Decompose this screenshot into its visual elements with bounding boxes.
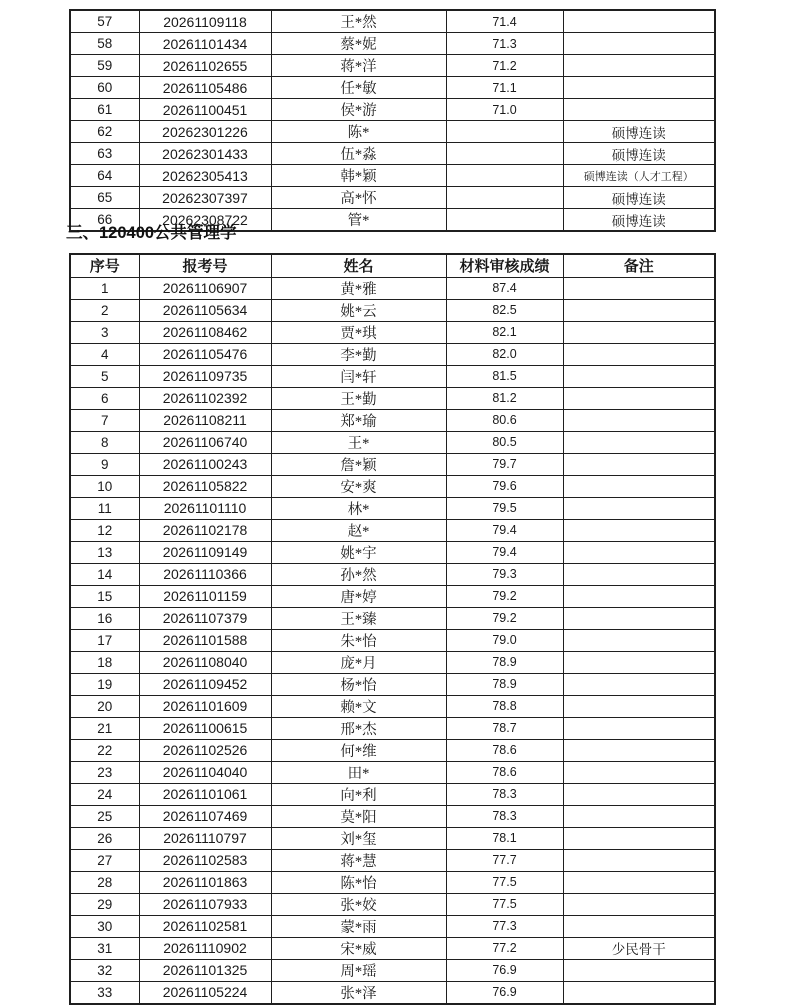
cell-remark (563, 519, 715, 541)
cell-name: 向*利 (271, 783, 446, 805)
cell-no: 16 (70, 607, 139, 629)
cell-name: 蒋*洋 (271, 55, 446, 77)
cell-no: 65 (70, 187, 139, 209)
cell-no: 57 (70, 10, 139, 33)
cell-reg: 20262308722 (139, 209, 271, 232)
cell-no: 66 (70, 209, 139, 232)
cell-name: 王*然 (271, 10, 446, 33)
cell-no: 4 (70, 343, 139, 365)
cell-score: 78.9 (446, 651, 563, 673)
table-row (70, 673, 715, 695)
cell-name: 莫*阳 (271, 805, 446, 827)
cell-score: 78.9 (446, 673, 563, 695)
cell-reg: 20261108462 (139, 321, 271, 343)
cell-name: 赖*文 (271, 695, 446, 717)
cell-no: 22 (70, 739, 139, 761)
table-row (70, 827, 715, 849)
cell-remark (563, 607, 715, 629)
cell-no: 29 (70, 893, 139, 915)
cell-name: 林* (271, 497, 446, 519)
cell-remark (563, 739, 715, 761)
cell-name: 李*勤 (271, 343, 446, 365)
cell-name: 蒙*雨 (271, 915, 446, 937)
cell-no: 61 (70, 99, 139, 121)
cell-reg: 20261102581 (139, 915, 271, 937)
cell-name: 刘*玺 (271, 827, 446, 849)
cell-reg: 20261105224 (139, 981, 271, 1004)
cell-name: 闫*轩 (271, 365, 446, 387)
cell-score: 76.9 (446, 959, 563, 981)
cell-remark: 硕博连读 (563, 143, 715, 165)
cell-reg: 20261106740 (139, 431, 271, 453)
cell-score: 77.5 (446, 893, 563, 915)
cell-name: 管* (271, 209, 446, 232)
cell-score: 76.9 (446, 981, 563, 1004)
cell-reg: 20261101325 (139, 959, 271, 981)
cell-no: 7 (70, 409, 139, 431)
cell-remark (563, 585, 715, 607)
cell-no: 59 (70, 55, 139, 77)
col-header-name: 姓名 (271, 254, 446, 277)
cell-name: 贾*琪 (271, 321, 446, 343)
cell-remark (563, 783, 715, 805)
cell-remark: 硕博连读 (563, 121, 715, 143)
table-row (70, 409, 715, 431)
table-row (70, 187, 715, 209)
cell-remark (563, 871, 715, 893)
cell-name: 田* (271, 761, 446, 783)
cell-name: 韩*颖 (271, 165, 446, 187)
cell-remark: 硕博连读 (563, 209, 715, 232)
cell-remark (563, 673, 715, 695)
table-row (70, 431, 715, 453)
table-row (70, 651, 715, 673)
cell-remark (563, 321, 715, 343)
cell-score: 78.6 (446, 761, 563, 783)
cell-reg: 20261102655 (139, 55, 271, 77)
cell-name: 黄*雅 (271, 277, 446, 299)
cell-remark (563, 629, 715, 651)
cell-name: 任*敏 (271, 77, 446, 99)
cell-score: 71.1 (446, 77, 563, 99)
table-row (70, 365, 715, 387)
table-row (70, 717, 715, 739)
table-row (70, 739, 715, 761)
cell-remark (563, 805, 715, 827)
cell-no: 60 (70, 77, 139, 99)
cell-score: 78.3 (446, 805, 563, 827)
cell-no: 13 (70, 541, 139, 563)
cell-no: 32 (70, 959, 139, 981)
cell-remark: 硕博连读 (563, 187, 715, 209)
cell-score: 78.1 (446, 827, 563, 849)
cell-remark (563, 827, 715, 849)
col-header-index: 序号 (70, 254, 139, 277)
cell-name: 赵* (271, 519, 446, 541)
cell-name: 王* (271, 431, 446, 453)
cell-reg: 20262301226 (139, 121, 271, 143)
cell-no: 62 (70, 121, 139, 143)
cell-remark (563, 563, 715, 585)
cell-score: 79.2 (446, 585, 563, 607)
cell-remark (563, 431, 715, 453)
cell-name: 张*泽 (271, 981, 446, 1004)
cell-name: 安*爽 (271, 475, 446, 497)
cell-no: 8 (70, 431, 139, 453)
cell-reg: 20261100243 (139, 453, 271, 475)
cell-no: 58 (70, 33, 139, 55)
cell-score: 80.5 (446, 431, 563, 453)
cell-reg: 20261105476 (139, 343, 271, 365)
cell-score: 78.6 (446, 739, 563, 761)
cell-reg: 20261110902 (139, 937, 271, 959)
cell-reg: 20261100451 (139, 99, 271, 121)
cell-no: 14 (70, 563, 139, 585)
table-row (70, 475, 715, 497)
cell-score: 82.0 (446, 343, 563, 365)
table-row (70, 783, 715, 805)
table-row (70, 541, 715, 563)
cell-score: 79.4 (446, 541, 563, 563)
cell-name: 詹*颖 (271, 453, 446, 475)
cell-remark (563, 55, 715, 77)
table-row (70, 893, 715, 915)
table-row (70, 497, 715, 519)
cell-remark: 少民骨干 (563, 937, 715, 959)
cell-reg: 20261108211 (139, 409, 271, 431)
cell-score: 79.6 (446, 475, 563, 497)
cell-no: 2 (70, 299, 139, 321)
cell-no: 28 (70, 871, 139, 893)
cell-score: 78.3 (446, 783, 563, 805)
cell-no: 12 (70, 519, 139, 541)
cell-remark (563, 365, 715, 387)
cell-reg: 20261105486 (139, 77, 271, 99)
cell-reg: 20261106907 (139, 277, 271, 299)
table-row (70, 607, 715, 629)
cell-name: 侯*游 (271, 99, 446, 121)
cell-no: 20 (70, 695, 139, 717)
table-row (70, 55, 715, 77)
cell-score: 78.7 (446, 717, 563, 739)
cell-name: 邢*杰 (271, 717, 446, 739)
cell-score (446, 143, 563, 165)
cell-score: 79.5 (446, 497, 563, 519)
cell-score: 77.5 (446, 871, 563, 893)
table-row (70, 695, 715, 717)
cell-score: 87.4 (446, 277, 563, 299)
cell-score: 77.3 (446, 915, 563, 937)
cell-no: 11 (70, 497, 139, 519)
cell-score: 82.5 (446, 299, 563, 321)
cell-no: 5 (70, 365, 139, 387)
table-row (70, 165, 715, 187)
cell-remark (563, 453, 715, 475)
cell-score: 71.0 (446, 99, 563, 121)
cell-score (446, 187, 563, 209)
cell-remark (563, 959, 715, 981)
cell-no: 18 (70, 651, 139, 673)
table-row (70, 585, 715, 607)
cell-name: 唐*婷 (271, 585, 446, 607)
cell-reg: 20262307397 (139, 187, 271, 209)
table-row (70, 761, 715, 783)
table-row (70, 99, 715, 121)
table-row (70, 143, 715, 165)
cell-reg: 20261104040 (139, 761, 271, 783)
cell-score: 79.4 (446, 519, 563, 541)
cell-reg: 20261110366 (139, 563, 271, 585)
cell-reg: 20262301433 (139, 143, 271, 165)
upper-table-body (70, 10, 715, 231)
cell-no: 9 (70, 453, 139, 475)
cell-score: 79.2 (446, 607, 563, 629)
table-row (70, 121, 715, 143)
cell-reg: 20261101061 (139, 783, 271, 805)
cell-name: 姚*宇 (271, 541, 446, 563)
cell-reg: 20261105634 (139, 299, 271, 321)
table-row (70, 629, 715, 651)
cell-remark (563, 761, 715, 783)
cell-name: 庞*月 (271, 651, 446, 673)
cell-score: 71.4 (446, 10, 563, 33)
cell-no: 25 (70, 805, 139, 827)
lower-score-table (69, 253, 716, 1005)
table-row (70, 959, 715, 981)
cell-name: 周*瑶 (271, 959, 446, 981)
cell-reg: 20261101159 (139, 585, 271, 607)
cell-reg: 20261100615 (139, 717, 271, 739)
cell-remark (563, 343, 715, 365)
cell-remark (563, 541, 715, 563)
cell-name: 伍*淼 (271, 143, 446, 165)
cell-remark (563, 497, 715, 519)
cell-name: 张*姣 (271, 893, 446, 915)
cell-reg: 20261101863 (139, 871, 271, 893)
cell-score: 71.2 (446, 55, 563, 77)
cell-reg: 20261109735 (139, 365, 271, 387)
cell-no: 64 (70, 165, 139, 187)
cell-no: 1 (70, 277, 139, 299)
cell-remark (563, 717, 715, 739)
cell-reg: 20261101434 (139, 33, 271, 55)
cell-reg: 20261101588 (139, 629, 271, 651)
cell-no: 30 (70, 915, 139, 937)
cell-reg: 20261107379 (139, 607, 271, 629)
cell-remark (563, 10, 715, 33)
cell-no: 63 (70, 143, 139, 165)
cell-remark (563, 849, 715, 871)
cell-reg: 20261110797 (139, 827, 271, 849)
table-row (70, 937, 715, 959)
cell-no: 27 (70, 849, 139, 871)
cell-reg: 20261107933 (139, 893, 271, 915)
cell-no: 3 (70, 321, 139, 343)
cell-no: 19 (70, 673, 139, 695)
cell-name: 陈* (271, 121, 446, 143)
cell-reg: 20261102583 (139, 849, 271, 871)
cell-reg: 20261109149 (139, 541, 271, 563)
table-row (70, 343, 715, 365)
cell-name: 陈*怡 (271, 871, 446, 893)
cell-score: 81.5 (446, 365, 563, 387)
col-header-reg-no: 报考号 (139, 254, 271, 277)
cell-score: 79.7 (446, 453, 563, 475)
cell-score (446, 121, 563, 143)
section-heading: 三、120400公共管理学 (66, 224, 237, 242)
table-row (70, 871, 715, 893)
cell-remark (563, 893, 715, 915)
cell-name: 蒋*慧 (271, 849, 446, 871)
cell-no: 23 (70, 761, 139, 783)
cell-name: 杨*怡 (271, 673, 446, 695)
cell-remark (563, 651, 715, 673)
cell-name: 高*怀 (271, 187, 446, 209)
lower-table-body (70, 277, 715, 1004)
cell-remark (563, 77, 715, 99)
cell-reg: 20261102392 (139, 387, 271, 409)
cell-reg: 20261102178 (139, 519, 271, 541)
cell-remark (563, 299, 715, 321)
cell-score: 79.0 (446, 629, 563, 651)
cell-remark (563, 695, 715, 717)
table-row (70, 77, 715, 99)
cell-reg: 20261107469 (139, 805, 271, 827)
col-header-remark: 备注 (563, 254, 715, 277)
cell-remark (563, 33, 715, 55)
cell-name: 王*勤 (271, 387, 446, 409)
cell-name: 朱*怡 (271, 629, 446, 651)
table-row (70, 321, 715, 343)
cell-no: 15 (70, 585, 139, 607)
cell-score (446, 209, 563, 232)
cell-no: 10 (70, 475, 139, 497)
table-row (70, 519, 715, 541)
cell-reg: 20261101110 (139, 497, 271, 519)
cell-score: 77.7 (446, 849, 563, 871)
cell-remark (563, 981, 715, 1004)
table-row (70, 299, 715, 321)
table-row (70, 387, 715, 409)
table-row (70, 453, 715, 475)
cell-reg: 20261108040 (139, 651, 271, 673)
cell-reg: 20261105822 (139, 475, 271, 497)
cell-score: 79.3 (446, 563, 563, 585)
table-row (70, 10, 715, 33)
upper-score-table (69, 9, 716, 232)
cell-name: 何*维 (271, 739, 446, 761)
cell-name: 王*臻 (271, 607, 446, 629)
cell-reg: 20261109452 (139, 673, 271, 695)
cell-reg: 20262305413 (139, 165, 271, 187)
cell-remark (563, 387, 715, 409)
cell-no: 24 (70, 783, 139, 805)
cell-reg: 20261101609 (139, 695, 271, 717)
cell-score (446, 165, 563, 187)
cell-remark (563, 475, 715, 497)
cell-score: 80.6 (446, 409, 563, 431)
cell-score: 71.3 (446, 33, 563, 55)
cell-remark: 硕博连读（人才工程） (563, 165, 715, 187)
table-row (70, 33, 715, 55)
table-row (70, 849, 715, 871)
header-row (70, 254, 715, 277)
table-row (70, 915, 715, 937)
cell-name: 宋*威 (271, 937, 446, 959)
cell-no: 21 (70, 717, 139, 739)
cell-no: 31 (70, 937, 139, 959)
cell-remark (563, 915, 715, 937)
cell-name: 郑*瑜 (271, 409, 446, 431)
cell-remark (563, 409, 715, 431)
cell-score: 78.8 (446, 695, 563, 717)
cell-no: 17 (70, 629, 139, 651)
cell-reg: 20261102526 (139, 739, 271, 761)
cell-name: 姚*云 (271, 299, 446, 321)
cell-no: 33 (70, 981, 139, 1004)
cell-name: 孙*然 (271, 563, 446, 585)
cell-remark (563, 99, 715, 121)
table-row (70, 805, 715, 827)
cell-no: 6 (70, 387, 139, 409)
cell-score: 77.2 (446, 937, 563, 959)
cell-name: 蔡*妮 (271, 33, 446, 55)
cell-score: 81.2 (446, 387, 563, 409)
cell-reg: 20261109118 (139, 10, 271, 33)
cell-no: 26 (70, 827, 139, 849)
table-row (70, 981, 715, 1004)
cell-score: 82.1 (446, 321, 563, 343)
table-row (70, 277, 715, 299)
cell-remark (563, 277, 715, 299)
col-header-score: 材料审核成绩 (446, 254, 563, 277)
table-row (70, 563, 715, 585)
